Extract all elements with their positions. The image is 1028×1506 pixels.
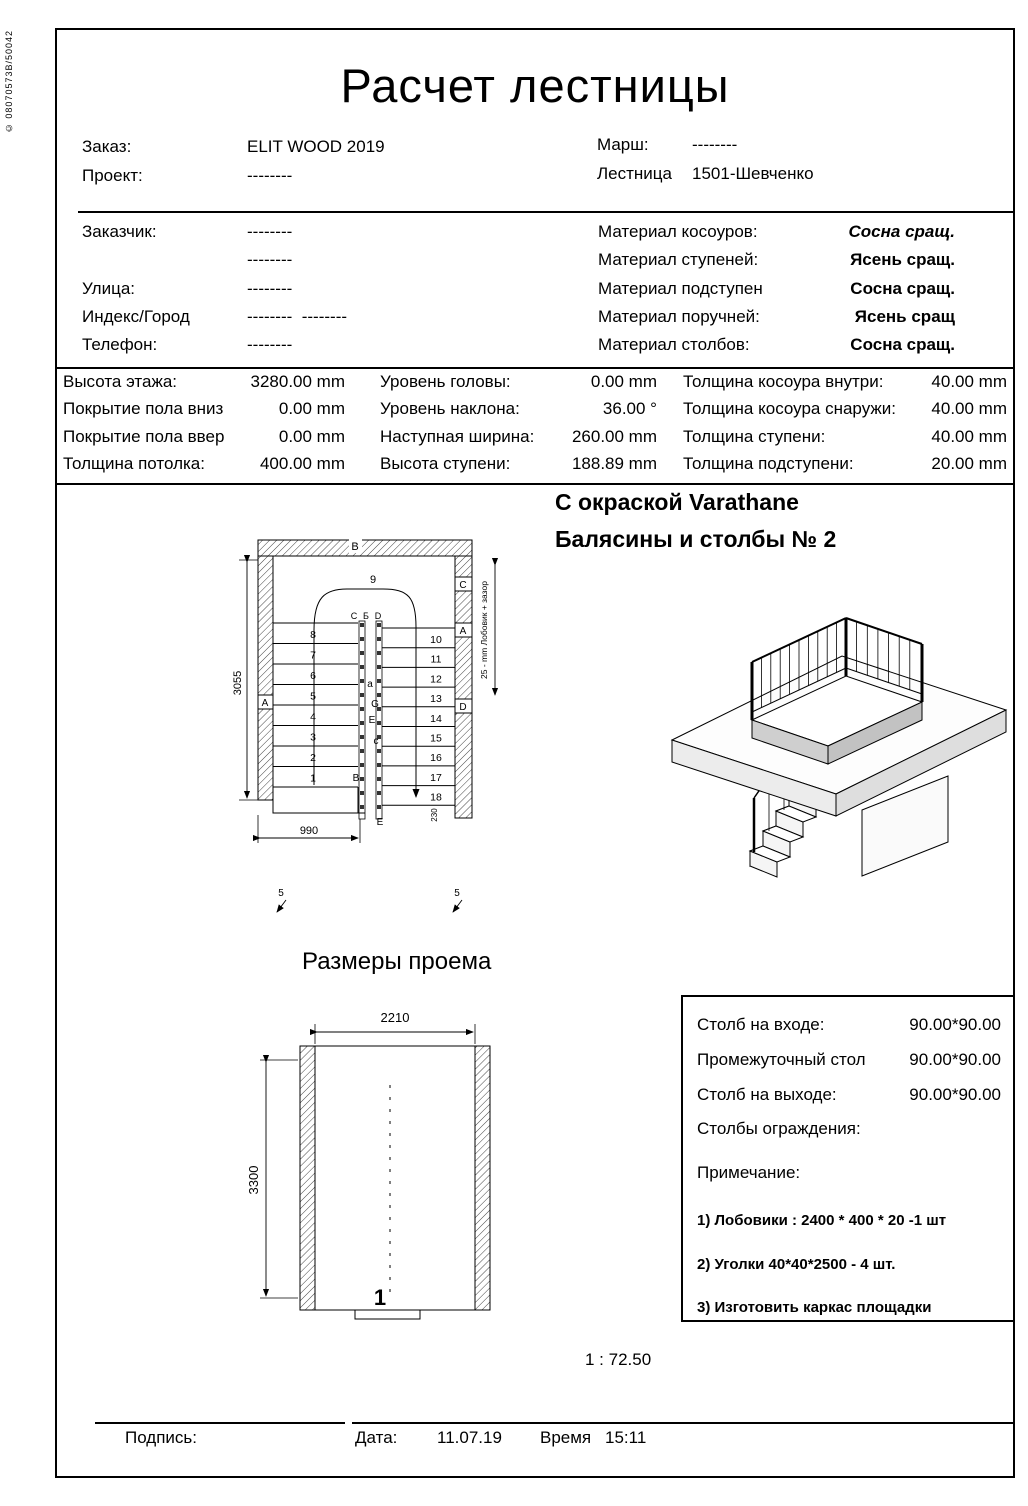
svg-text:2: 2 (310, 752, 316, 764)
param-incline-value: 36.00 ° (602, 399, 657, 418)
note-1: 1) Лобовики : 2400 * 400 * 20 -1 шт (697, 1212, 947, 1229)
project-label: Проект: (82, 166, 143, 185)
post-intermediate-value: 90.00*90.00 (909, 1050, 1001, 1069)
param-head-level-label: Уровень головы: (380, 372, 511, 391)
stair-value: 1501-Шевченко (692, 164, 814, 183)
plan-step-numbers-right (430, 634, 442, 804)
param-riser-thickness-value: 20.00 mm (931, 454, 1007, 473)
svg-text:17: 17 (430, 771, 442, 784)
svg-text:11: 11 (430, 653, 442, 666)
param-tread-width-label: Наступная ширина: (380, 427, 535, 446)
param-tread-thickness-label: Толщина ступени: (683, 427, 826, 446)
finish-annotation-line1: С окраской Varathane (555, 489, 799, 515)
plan-label-center-c: c (373, 736, 379, 747)
plan-entry-step (273, 787, 365, 813)
material-tread-value: Ясень сращ. (850, 250, 955, 269)
post-railing-label: Столбы ограждения: (697, 1119, 861, 1138)
plan-label-top: B (351, 541, 359, 553)
param-step-height-label: Высота ступени: (380, 454, 511, 473)
zip-city-value: -------- -------- (247, 307, 348, 326)
plan-dimension-990 (258, 815, 360, 843)
finish-annotation-line2: Балясины и столбы № 2 (555, 526, 837, 552)
plan-label-bottom-e: E (376, 817, 384, 828)
param-ceiling-thickness-value: 400.00 mm (259, 454, 345, 473)
date-label: Дата: (355, 1428, 398, 1447)
param-ceiling-thickness-label: Толщина потолка: (63, 454, 205, 473)
svg-text:1: 1 (310, 772, 316, 785)
customer-value: -------- (247, 222, 293, 241)
zip-city-label: Индекс/Город (82, 307, 190, 326)
plan-label-center-a: a (367, 679, 373, 690)
svg-text:16: 16 (430, 752, 442, 765)
svg-text:6: 6 (310, 670, 316, 682)
plan-label-center-b: B (352, 773, 360, 784)
opening-dimension-2210 (315, 1010, 475, 1044)
signature-label: Подпись: (125, 1428, 198, 1447)
divider-1 (78, 211, 1013, 213)
opening-walls (300, 1046, 490, 1310)
plan-label-center-g: G (371, 699, 379, 710)
plan-label-mid-d: D (374, 611, 382, 621)
param-stringer-inner-label: Толщина косоура внутри: (683, 372, 884, 391)
material-handrail-value: Ясень сращ (854, 307, 955, 326)
material-handrail-label: Материал поручней: (598, 307, 760, 326)
material-riser-label: Материал подступен (598, 279, 763, 298)
note-2: 2) Уголки 40*40*2500 - 4 шт. (697, 1256, 896, 1273)
param-head-level-value: 0.00 mm (590, 372, 657, 391)
svg-text:12: 12 (430, 673, 442, 686)
svg-text:13: 13 (430, 693, 442, 706)
material-tread-label: Материал ступеней: (598, 250, 759, 269)
phone-label: Телефон: (82, 335, 158, 354)
svg-text:5: 5 (278, 888, 284, 899)
plan-dim-height-label: 3055 (232, 670, 244, 696)
param-riser-thickness-label: Толщина подступени: (683, 454, 854, 473)
opening-entry-tab (355, 1310, 420, 1319)
opening-dim-height-label: 3300 (246, 1165, 261, 1195)
street-label: Улица: (82, 279, 135, 298)
project-value: -------- (247, 166, 293, 185)
svg-text:14: 14 (430, 712, 442, 725)
material-stringer-label: Материал косоуров: (598, 222, 758, 241)
post-intermediate-label: Промежуточный стол (697, 1050, 866, 1069)
svg-text:3: 3 (310, 731, 316, 744)
stair-label: Лестница (597, 164, 672, 183)
param-floor-cover-down-label: Покрытие пола вниз (63, 399, 224, 418)
customer-value-2: -------- (247, 250, 293, 269)
customer-label: Заказчик: (82, 222, 157, 241)
material-stringer-value: Сосна сращ. (848, 222, 955, 241)
march-label: Марш: (597, 135, 649, 154)
plan-label-left: A (261, 698, 269, 709)
plan-label-right-top: C (459, 580, 467, 591)
opening-dim-width-label: 2210 (380, 1010, 410, 1025)
plan-label-mid-b: Б (363, 611, 369, 621)
material-post-value: Сосна сращ. (850, 335, 955, 354)
plan-label-right-mid: A (459, 626, 467, 637)
plan-side-note (479, 565, 495, 695)
material-riser-value: Сосна сращ. (850, 279, 955, 298)
param-tread-thickness-value: 40.00 mm (931, 427, 1007, 446)
posts-panel (681, 995, 1015, 1322)
param-floor-height-label: Высота этажа: (63, 372, 178, 391)
post-entry-label: Столб на входе: (697, 1015, 825, 1034)
svg-text:18: 18 (430, 791, 442, 804)
plan-label-mid-c: C (350, 611, 358, 621)
plan-label-center-e: E (368, 715, 376, 726)
param-stringer-inner-value: 40.00 mm (931, 372, 1007, 391)
document-side-code: © 08070573B/50042 (4, 30, 14, 134)
plan-dimension-3055 (232, 560, 258, 800)
plan-landing-number: 9 (369, 574, 377, 586)
date-value: 11.07.19 (437, 1428, 502, 1447)
svg-text:10: 10 (430, 634, 442, 646)
svg-text:5: 5 (310, 690, 316, 703)
plan-dim-width-label: 990 (299, 825, 319, 837)
divider-2 (57, 367, 1013, 369)
note-3: 3) Изготовить каркас площадки (697, 1299, 932, 1316)
svg-text:5: 5 (454, 888, 460, 899)
iso-platform-slab (672, 656, 1006, 816)
order-label: Заказ: (82, 137, 132, 156)
march-value: -------- (692, 135, 738, 154)
param-floor-height-value: 3280.00 mm (250, 372, 345, 391)
plan-steps-right (382, 628, 455, 805)
svg-text:15: 15 (430, 732, 442, 745)
svg-text:7: 7 (310, 649, 316, 662)
param-floor-cover-down-value: 0.00 mm (278, 399, 345, 418)
page-title: Расчет лестницы (340, 59, 730, 112)
plan-label-right-low: D (459, 702, 467, 713)
opening-heading: Размеры проема (302, 948, 492, 975)
post-exit-label: Столб на выходе: (697, 1085, 837, 1104)
stair-plan-drawing (225, 535, 525, 920)
param-floor-cover-up-value: 0.00 mm (278, 427, 345, 446)
plan-dim-230-label: 230 (430, 808, 439, 822)
post-exit-value: 90.00*90.00 (909, 1085, 1001, 1104)
order-value: ELIT WOOD 2019 (247, 137, 385, 156)
plan-section-marks (277, 888, 462, 912)
time-label: Время (540, 1428, 592, 1447)
svg-text:8: 8 (310, 629, 316, 641)
param-stringer-outer-label: Толщина косоура снаружи: (683, 399, 896, 418)
drawing-scale: 1 : 72.50 (585, 1350, 652, 1369)
divider-3 (57, 483, 1013, 485)
svg-text:4: 4 (310, 711, 316, 723)
stair-3d-drawing (650, 572, 1022, 880)
plan-step-numbers-left (310, 629, 316, 785)
param-tread-width-value: 260.00 mm (571, 427, 657, 446)
notes-heading: Примечание: (697, 1163, 801, 1182)
time-value: 15:11 (605, 1428, 647, 1447)
post-entry-value: 90.00*90.00 (909, 1015, 1001, 1034)
param-step-height-value: 188.89 mm (571, 454, 657, 473)
signature-line (95, 1422, 345, 1424)
param-stringer-outer-value: 40.00 mm (931, 399, 1007, 418)
street-value: -------- (247, 279, 293, 298)
phone-value: -------- (247, 335, 293, 354)
param-floor-cover-up-label: Покрытие пола ввер (63, 427, 225, 446)
opening-number: 1 (373, 1285, 387, 1310)
opening-drawing (240, 1000, 520, 1330)
footer-line (352, 1422, 1013, 1424)
plan-side-note-label: 25 - mm Лобовик + зазор (479, 581, 489, 679)
opening-dimension-3300 (246, 1060, 298, 1298)
param-incline-label: Уровень наклона: (380, 399, 520, 418)
material-post-label: Материал столбов: (598, 335, 750, 354)
